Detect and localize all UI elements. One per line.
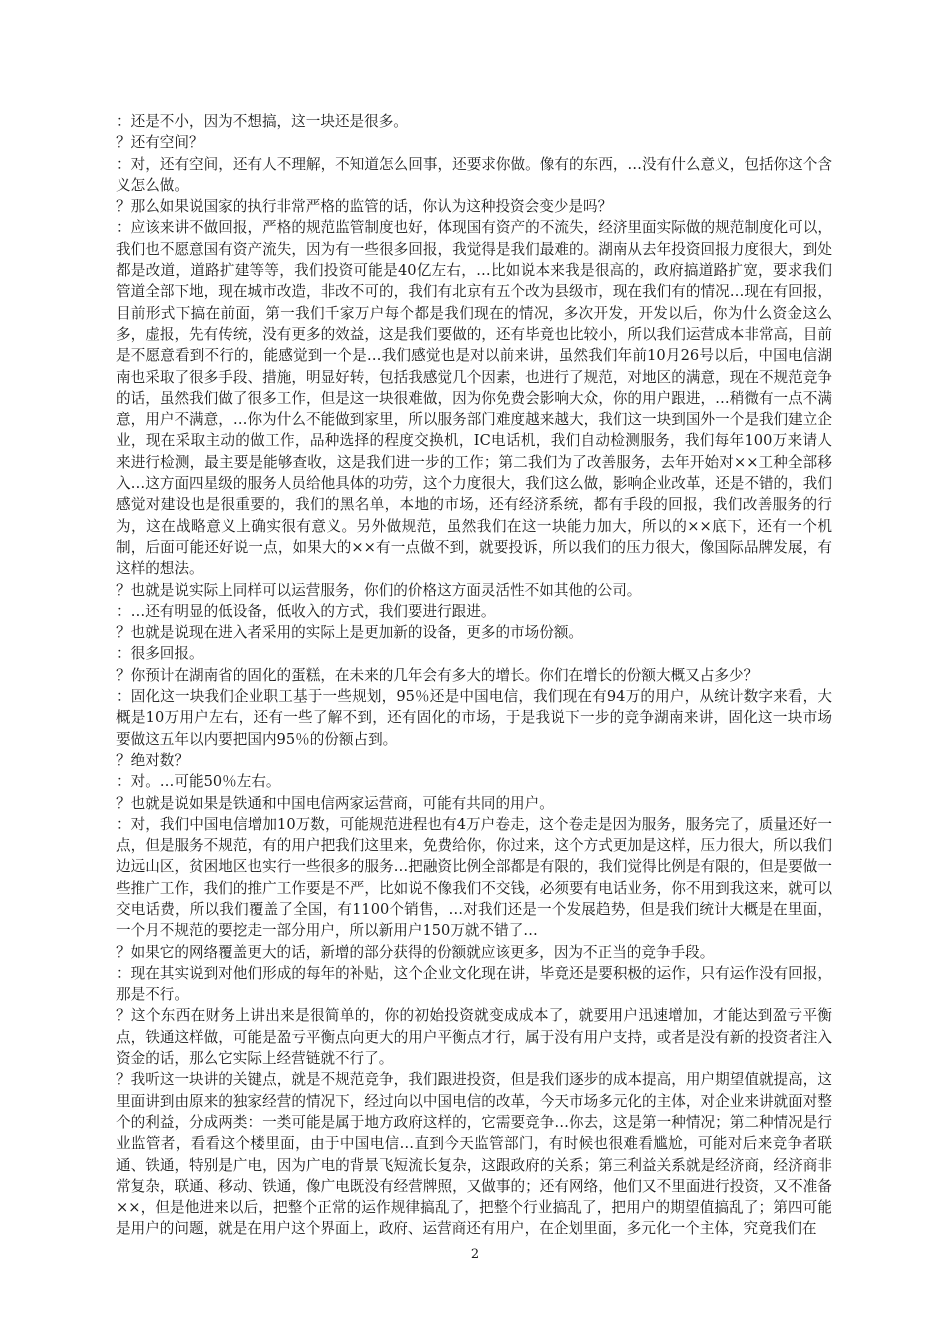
paragraph: ：很多回报。 <box>116 645 204 663</box>
paragraph: ：应该来讲不做回报，严格的规范监管制度也好，体现国有资产的不流失，经济里面实际做的规范制度化可以，我们也不愿意国有资产流失，因为有一些很多回报，我觉得是我们最难的。湖南从去年投资回报力度很大，到处都是改道，道路扩建等等，我们投资可能是40亿左右，…比如说本来我是很高的，政府搞道路扩宽，要求我们管道全部下地，现在城市改造，非改不可的，我们有北京有五个改为县级市，现在我们有的情况…现在有回报，目前形式下搞在前面，第一我们千家万户每个都是我们现在的情况，多次开发，开发以后，你为什么资金这么多，虚报，先有传统，没有更多的效益，这是我们要做的，还有毕竟也比较小，所以我们运营成本非常高，目前是不愿意看到不行的，能感觉到一个是…我们感觉也是对以前来讲，虽然我们年前10月26号以后，中国电信湖南也采取了很多手段、措施，明显好转，包括我感觉几个因素，也进行了规范，对地区的满意，现在不规范竞争的话，虽然我们做了很多工作，但是这一块很难做，因为你免费会影响大众，你的用户跟进，…稍微有一点不满意，用户不满意，…你为什么不能做到家里，所以服务部门难度越来越大，我们这一块到国外一个是我们建立企业，现在采取主动的做工作，品种选择的程度交换机，IC电话机，我们自动检测服务，我们每年100万来请人来进行检测，最主要是能够查收，这是我们进一步的工作；第二我们为了改善服务，去年开始对××工种全部移入…这方面四星级的服务人员给他具体的功劳，这个力度很大，我们这么做，影响企业改革，还是不错的，我们感觉对建设也是很重要的，我们的黑名单，本地的市场，还有经济系统，都有手段的回报，我们改善服务的行为，这在战略意义上确实很有意义。另外做规范，虽然我们在这一块能力加大，所以的××底下，还有一个机制，后面可能还好说一点，如果大的××有一点做不到，就要投诉，所以我们的压力很大，像国际品牌发展，有这样的想法。 <box>116 219 832 578</box>
document-body <box>116 111 832 1240</box>
paragraph: ：对，我们中国电信增加10万数，可能规范进程也有4万户卷走，这个卷走是因为服务，服务完了，质量还好一点，但是服务不规范，有的用户把我们这里来，免费给你，你过来，这个方式更加是这样，压力很大，所以我们边远山区，贫困地区也实行一些很多的服务…把融资比例全部都是有限的，我们觉得比例是有限的，但是要做一些推广工作，我们的推广工作要是不严，比如说不像我们不交钱，必须要有电话业务，你不用到我这来，就可以交电话费，所以我们覆盖了全国，有1100个销售，…对我们还是一个发展趋势，但是我们统计大概是在里面，一个月不规范的要挖走一部分用户，所以新用户150万就不错了… <box>116 815 832 940</box>
paragraph: ？你预计在湖南省的固化的蛋糕，在未来的几年会有多大的增长。你们在增长的份额大概又占多少？ <box>116 666 759 684</box>
paragraph: ？这个东西在财务上讲出来是很简单的，你的初始投资就变成成本了，就要用户迅速增加，才能达到盈亏平衡点，铁通这样做，可能是盈亏平衡点向更大的用户平衡点才行，属于没有用户支持，或者是没有新的投资者注入资金的话，那么它实际上经营链就不行了。 <box>116 1007 832 1068</box>
paragraph: ：对，还有空间，还有人不理解，不知道怎么回事，还要求你做。像有的东西，…没有什么意义，包括你这个含义怎么做。 <box>116 155 832 194</box>
page-number: 2 <box>470 1247 480 1262</box>
paragraph: ？还有空间？ <box>116 134 204 152</box>
paragraph: ：现在其实说到对他们形成的每年的补贴，这个企业文化现在讲，毕竟还是要积极的运作，只有运作没有回报，那是不行。 <box>116 964 832 1004</box>
paragraph: ？那么如果说国家的执行非常严格的监管的话，你认为这种投资会变少是吗？ <box>116 198 613 216</box>
paragraph: ？也就是说实际上同样可以运营服务，你们的价格这方面灵活性不如其他的公司。 <box>116 581 642 599</box>
paragraph: ？我听这一块讲的关键点，就是不规范竞争，我们跟进投资，但是我们逐步的成本提高，用户期望值就提高，这里面讲到由原来的独家经营的情况下，经过向以中国电信的改革，今天市场多元化的主体，对企业来讲就面对整个的利益，分成两类：一类可能是属于地方政府这样的，它需要竞争…你去，这是第一种情况；第二种情况是行业监管者，看看这个楼里面，由于中国电信…直到今天监管部门，有时候也很难看尴尬，可能对后来竞争者联通、铁通，特别是广电，因为广电的背景飞短流长复杂，这跟政府的关系；第三利益关系就是经济商，经济商非常复杂，联通、移动、铁通，像广电既没有经营牌照，又做事的；还有网络，他们又不里面进行投资，又不准备××，但是他进来以后，把整个正常的运作规律搞乱了，把整个行业搞乱了，把用户的期望值搞乱了；第四可能是用户的问题，就是在用户这个界面上，政府、运营商还有用户，在企划里面，多元化一个主体，究竟我们在 <box>116 1071 832 1238</box>
paragraph: ：…还有明显的低设备，低收入的方式，我们要进行跟进。 <box>116 602 496 620</box>
paragraph: ：对。…可能50％左右。 <box>116 773 281 791</box>
paragraph: ？绝对数？ <box>116 751 189 769</box>
paragraph: ？也就是说现在进入者采用的实际上是更加新的设备，更多的市场份额。 <box>116 624 584 642</box>
paragraph: ？也就是说如果是铁通和中国电信两家运营商，可能有共同的用户。 <box>116 794 554 812</box>
paragraph: ：固化这一块我们企业职工基于一些规划，95％还是中国电信，我们现在有94万的用户，从统计数字来看，大概是10万用户左右，还有一些了解不到，还有固化的市场，于是我说下一步的竞争湖南来讲，固化这一块市场要做这五年以内要把国内95％的份额占到。 <box>116 688 832 748</box>
paragraph: ：还是不小，因为不想搞，这一块还是很多。 <box>116 113 408 130</box>
paragraph: ？如果它的网络覆盖更大的话，新增的部分获得的份额就应该更多，因为不正当的竞争手段。 <box>116 943 715 961</box>
